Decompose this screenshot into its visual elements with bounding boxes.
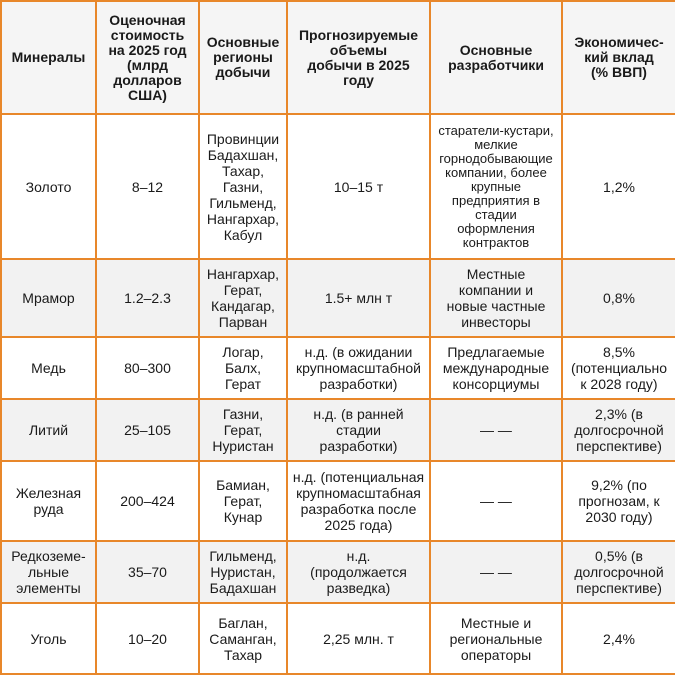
developers-cell: Предлагаемые международные консорциумы [430, 337, 562, 399]
value-cell: 1.2–2.3 [96, 259, 199, 337]
value-cell: 80–300 [96, 337, 199, 399]
table-row [1, 399, 675, 461]
table-row [1, 461, 675, 541]
volume-cell: н.д. (потенциальная крупномасштабная разработка после 2025 года) [287, 461, 430, 541]
mineral-cell: Железная руда [1, 461, 96, 541]
volume-cell: н.д. (в ранней стадии разработки) [287, 399, 430, 461]
table-row [1, 603, 675, 674]
volume-cell: 10–15 т [287, 114, 430, 259]
volume-cell: 1.5+ млн т [287, 259, 430, 337]
developers-cell: — — [430, 541, 562, 603]
header-volume: Прогнозируемые объемы добычи в 2025 году [287, 1, 430, 114]
gdp-cell: 9,2% (по прогнозам, к 2030 году) [562, 461, 675, 541]
mineral-cell: Уголь [1, 603, 96, 674]
developers-cell: — — [430, 461, 562, 541]
mineral-cell: Медь [1, 337, 96, 399]
gdp-cell: 2,3% (в долгосрочной перспективе) [562, 399, 675, 461]
mineral-cell: Литий [1, 399, 96, 461]
gdp-cell: 2,4% [562, 603, 675, 674]
volume-cell: 2,25 млн. т [287, 603, 430, 674]
value-cell: 10–20 [96, 603, 199, 674]
table-row [1, 541, 675, 603]
mineral-cell: Редкоземе- льные элементы [1, 541, 96, 603]
header-value: Оценочная стоимость на 2025 год (млрд долларов США) [96, 1, 199, 114]
header-row [1, 1, 675, 114]
value-cell: 35–70 [96, 541, 199, 603]
gdp-cell: 8,5% (потенциально к 2028 году) [562, 337, 675, 399]
regions-cell: Гильменд, Нуристан, Бадахшан [199, 541, 287, 603]
regions-cell: Провинции Бадахшан, Тахар, Газни, Гильменд, Нангархар, Кабул [199, 114, 287, 259]
regions-cell: Газни, Герат, Нуристан [199, 399, 287, 461]
mineral-cell: Золото [1, 114, 96, 259]
developers-cell: Местные компании и новые частные инвесторы [430, 259, 562, 337]
mineral-cell: Мрамор [1, 259, 96, 337]
value-cell: 8–12 [96, 114, 199, 259]
developers-cell: — — [430, 399, 562, 461]
header-developers: Основные разработчики [430, 1, 562, 114]
table-row [1, 337, 675, 399]
regions-cell: Бамиан, Герат, Кунар [199, 461, 287, 541]
value-cell: 200–424 [96, 461, 199, 541]
value-cell: 25–105 [96, 399, 199, 461]
header-mineral: Минералы [1, 1, 96, 114]
developers-cell: Местные и региональные операторы [430, 603, 562, 674]
header-regions: Основные регионы добычи [199, 1, 287, 114]
header-gdp: Экономичес- кий вклад (% ВВП) [562, 1, 675, 114]
gdp-cell: 0,5% (в долгосрочной перспективе) [562, 541, 675, 603]
regions-cell: Нангархар, Герат, Кандагар, Парван [199, 259, 287, 337]
gdp-cell: 0,8% [562, 259, 675, 337]
table-row [1, 114, 675, 259]
regions-cell: Баглан, Саманган, Тахар [199, 603, 287, 674]
developers-cell: старатели-кустари, мелкие горнодобывающие компании, более крупные предприятия в стадии оформления контрактов [430, 114, 562, 259]
regions-cell: Логар, Балх, Герат [199, 337, 287, 399]
volume-cell: н.д. (продолжается разведка) [287, 541, 430, 603]
gdp-cell: 1,2% [562, 114, 675, 259]
table-row [1, 259, 675, 337]
volume-cell: н.д. (в ожидании крупномасштабной разработки) [287, 337, 430, 399]
